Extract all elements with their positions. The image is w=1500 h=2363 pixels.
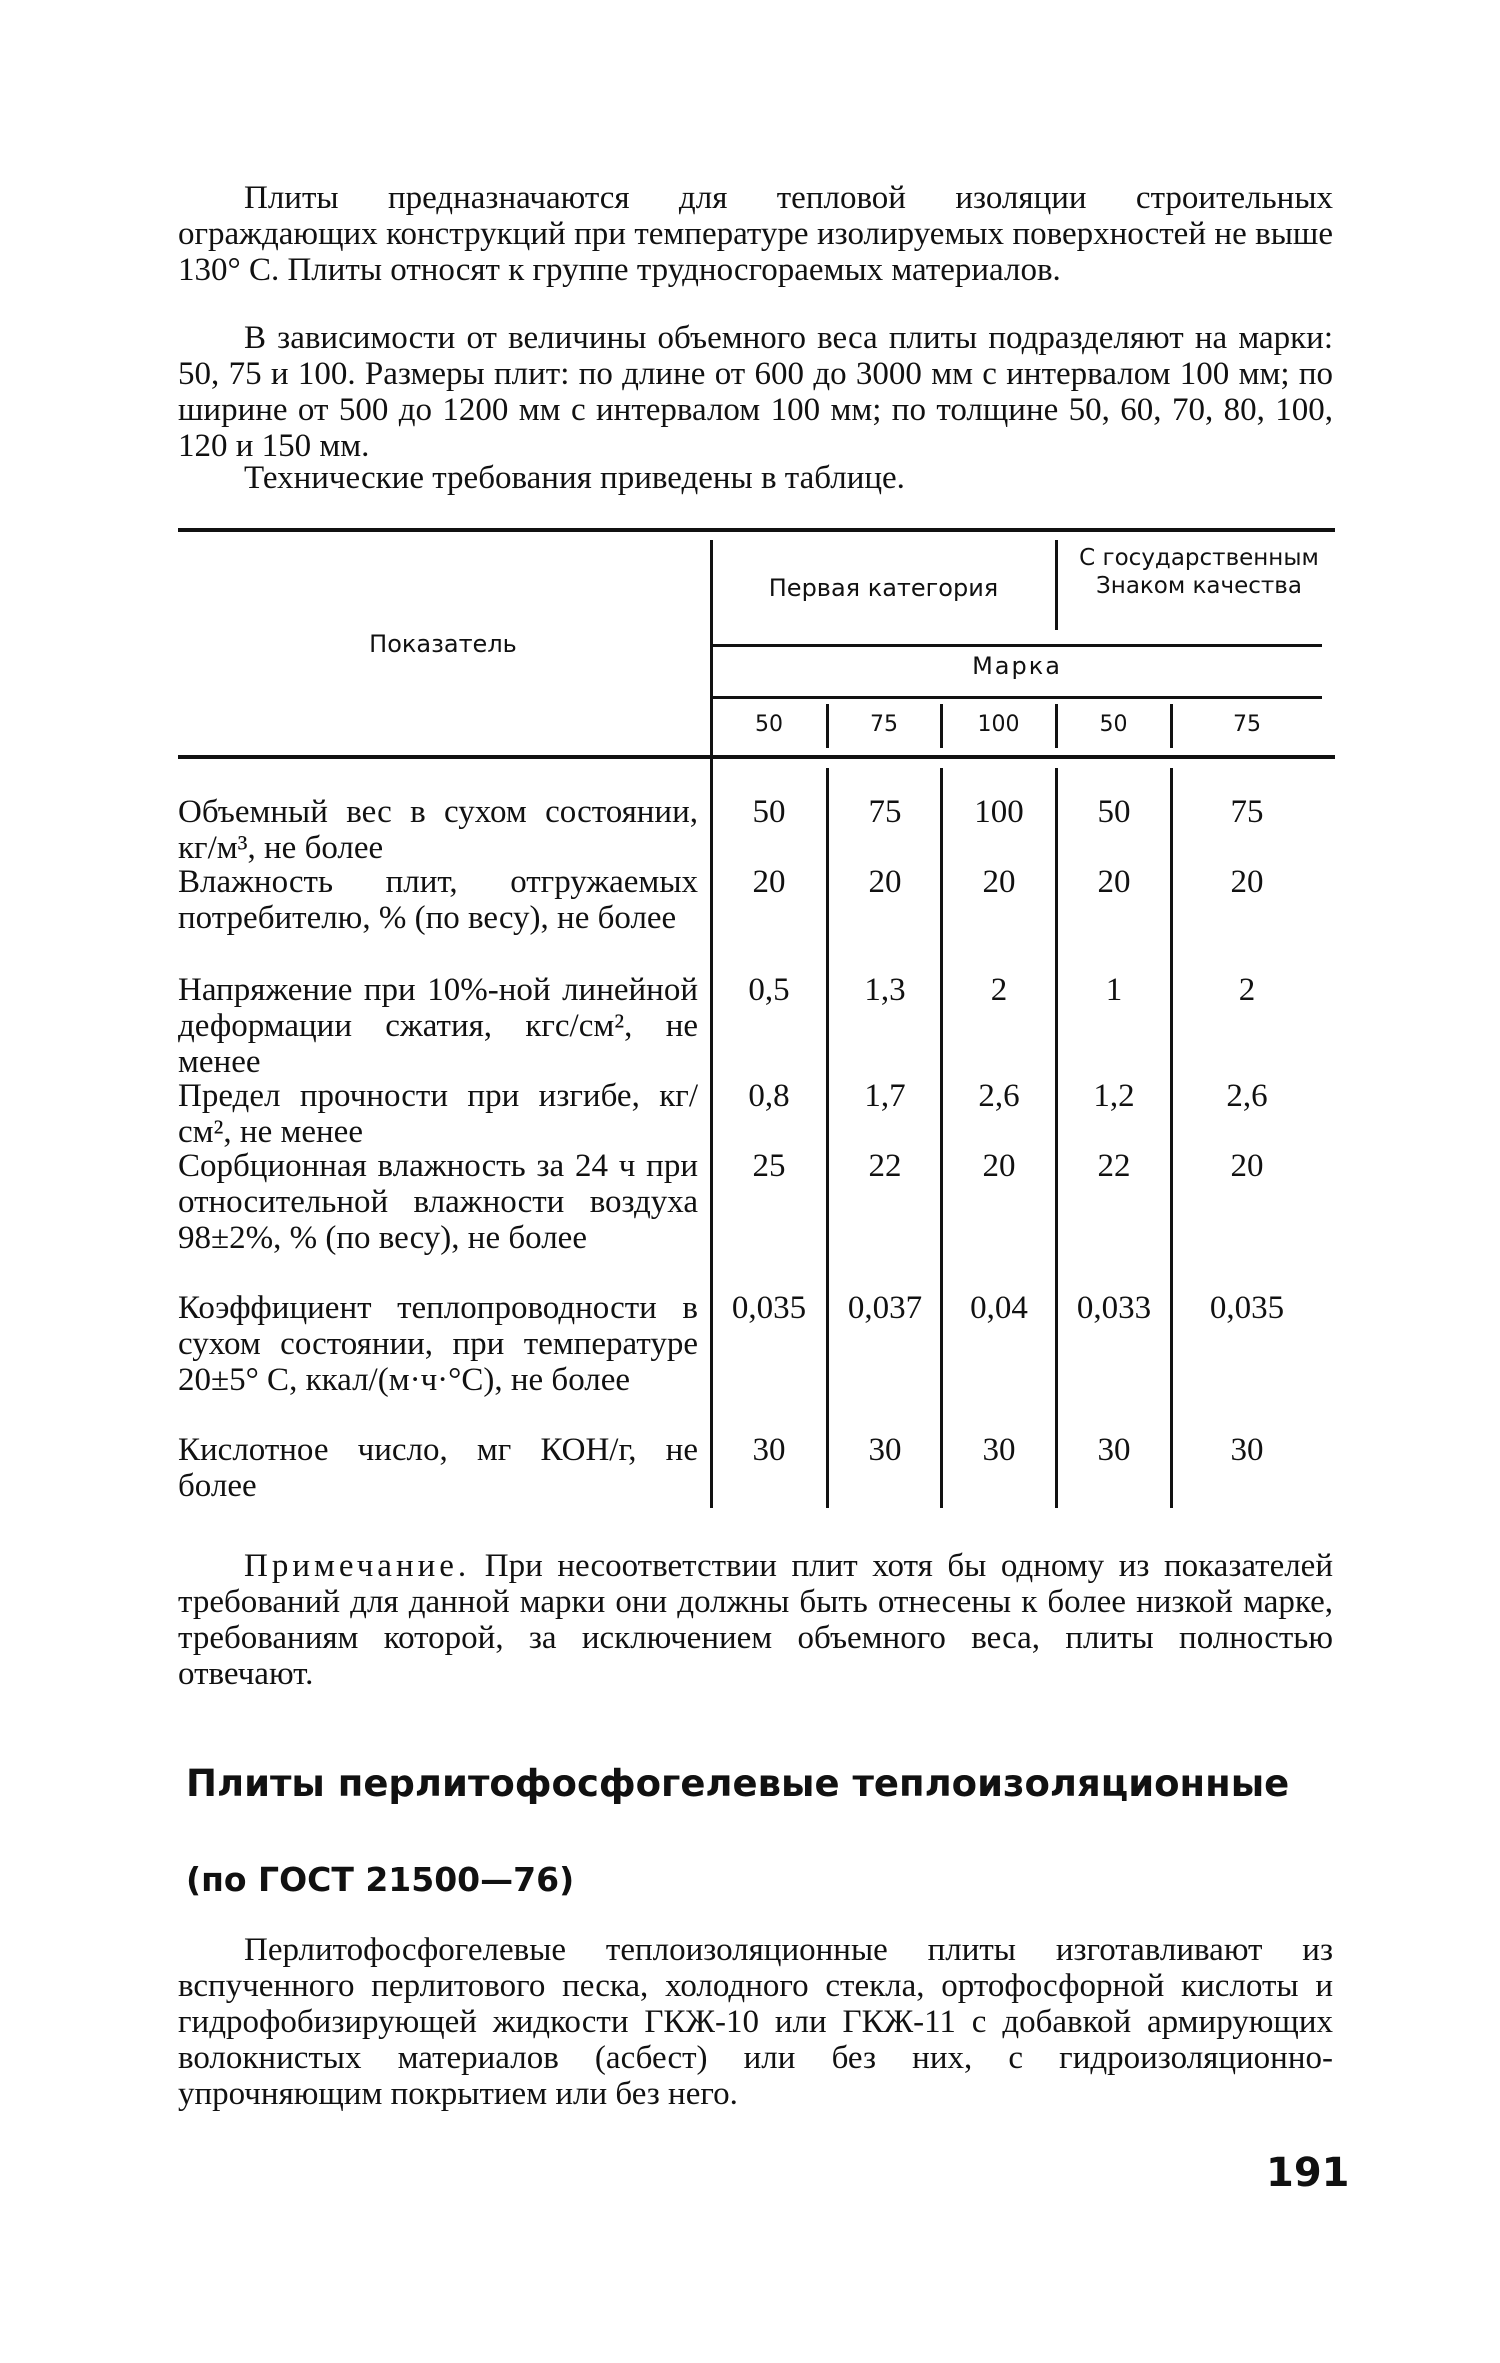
table-cell: 1,7 — [864, 1078, 906, 1114]
row-label: Объемный вес в сухом состоянии, кг/м³, не более — [178, 794, 698, 866]
table-cell: 50 — [1097, 794, 1131, 830]
table-cell: 22 — [868, 1148, 902, 1184]
requirements-table — [178, 528, 1335, 1508]
table-cell: 20 — [868, 864, 902, 900]
body-divider — [940, 768, 943, 1508]
header-group-divider — [1055, 540, 1058, 630]
header-rule-marka — [712, 696, 1322, 699]
page-number: 191 — [1266, 2150, 1350, 2196]
intro-paragraph-1: Плиты предназначаются для тепловой изоляции строительных ограждающих конструкций при температуре изолируемых поверхностей не выше 130° С. Плиты относят к группе трудносгораемых материалов. — [178, 180, 1333, 288]
table-cell: 30 — [868, 1432, 902, 1468]
table-cell: 30 — [1230, 1432, 1264, 1468]
table-cell: 1 — [1105, 972, 1123, 1008]
table-cell: 22 — [1097, 1148, 1131, 1184]
table-cell: 75 — [868, 794, 902, 830]
row-label: Влажность плит, отгружаемых потребителю, % (по весу), не более — [178, 864, 698, 936]
header-marka: Марка — [972, 652, 1062, 680]
row-label: Кислотное число, мг КОН/г, не более — [178, 1432, 698, 1504]
table-cell: 50 — [752, 794, 786, 830]
row-label: Сорбционная влажность за 24 ч при относительной влажности воздуха 98±2%, % (по весу), не более — [178, 1148, 698, 1256]
note-prefix: Примечание. — [244, 1548, 471, 1584]
section-paragraph: Перлитофосфогелевые теплоизоляционные плиты изготавливают из вспученного перлитового песка, холодного стекла, ортофосфорной кислоты и гидрофобизирующей жидкости ГКЖ-10 или ГКЖ-11 с добавкой армирующих волокнистых материалов (асбест) или без них, с гидроизоляционно-упрочняющим покрытием или без него. — [178, 1932, 1333, 2112]
table-cell: 0,035 — [1209, 1290, 1285, 1326]
table-cell: 2 — [990, 972, 1008, 1008]
header-rule-group — [712, 644, 1322, 647]
intro-paragraph-3: Технические требования приведены в таблице. — [244, 460, 905, 496]
table-cell: 0,04 — [970, 1290, 1028, 1326]
table-cell: 0,8 — [748, 1078, 790, 1114]
grade-label: 50 — [755, 712, 783, 737]
body-divider — [710, 768, 713, 1508]
table-cell: 30 — [752, 1432, 786, 1468]
header-first-category: Первая категория — [768, 574, 999, 602]
table-note — [178, 1548, 1333, 1692]
table-cell: 20 — [1230, 1148, 1264, 1184]
table-cell: 1,3 — [864, 972, 906, 1008]
table-cell: 0,033 — [1076, 1290, 1152, 1326]
table-cell: 0,035 — [731, 1290, 807, 1326]
body-divider — [1170, 768, 1173, 1508]
table-cell: 20 — [1230, 864, 1264, 900]
table-cell: 2,6 — [978, 1078, 1020, 1114]
table-cell: 1,2 — [1093, 1078, 1135, 1114]
row-label: Предел прочности при изгибе, кг/см², не менее — [178, 1078, 698, 1150]
body-divider — [826, 768, 829, 1508]
row-label: Напряжение при 10%-ной линейной деформации сжатия, кгс/см², не менее — [178, 972, 698, 1080]
table-cell: 0,5 — [748, 972, 790, 1008]
table-cell: 2,6 — [1226, 1078, 1268, 1114]
table-cell: 30 — [982, 1432, 1016, 1468]
table-cell: 20 — [982, 1148, 1016, 1184]
section-subtitle: (по ГОСТ 21500—76) — [186, 1860, 575, 1899]
note-text: При несоответствии плит хотя бы одному из показателей требований для данной марки они должны быть отнесены к более низкой марке, требованиям которой, за исключением объемного веса, плиты полностью отвечают. — [178, 1548, 1333, 1692]
grade-label: 75 — [870, 712, 898, 737]
body-divider — [1055, 768, 1058, 1508]
table-cell: 75 — [1230, 794, 1264, 830]
intro-paragraph-2: В зависимости от величины объемного веса плиты подразделяют на марки: 50, 75 и 100. Размеры плит: по длине от 600 до 3000 мм с интервалом 100 мм; по ширине от 500 до 1200 мм с интервалом 100 мм; по толщине 50, 60, 70, 80, 100, 120 и 150 мм. — [178, 320, 1333, 464]
grade-label: 50 — [1099, 712, 1128, 737]
table-cell: 0,037 — [847, 1290, 923, 1326]
header-bottom-rule — [178, 755, 1335, 759]
table-cell: 20 — [752, 864, 786, 900]
table-cell: 20 — [982, 864, 1016, 900]
header-quality-mark: С государственным Знаком качества — [1079, 545, 1319, 599]
table-cell: 25 — [752, 1148, 786, 1184]
table-cell: 30 — [1097, 1432, 1131, 1468]
table-cell: 100 — [974, 794, 1024, 830]
row-label: Коэффициент теплопроводности в сухом состоянии, при температуре 20±5° С, ккал/(м·ч·°С), не более — [178, 1290, 698, 1398]
grade-label: 100 — [977, 712, 1020, 737]
table-cell: 20 — [1097, 864, 1131, 900]
section-title: Плиты перлитофосфогелевые теплоизоляционные — [186, 1762, 1290, 1805]
table-cell: 2 — [1238, 972, 1256, 1008]
header-indicator: Показатель — [369, 630, 517, 658]
table-top-rule — [178, 528, 1335, 532]
grade-label: 75 — [1233, 712, 1261, 737]
